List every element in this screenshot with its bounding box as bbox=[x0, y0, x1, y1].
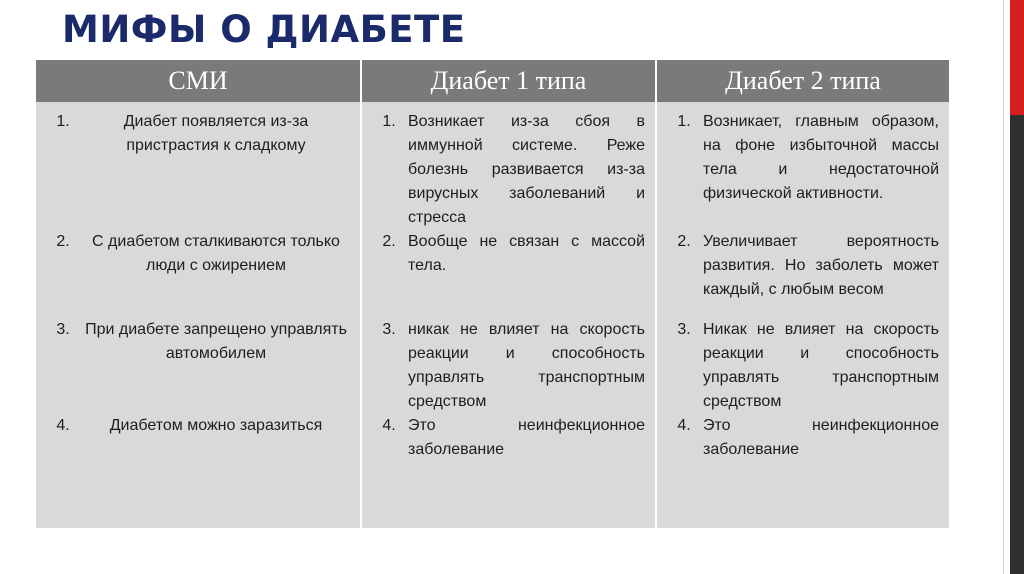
item-number: 1. bbox=[677, 113, 691, 130]
header-type1: Диабет 1 типа bbox=[361, 60, 656, 102]
header-type2: Диабет 2 типа bbox=[656, 60, 950, 102]
myths-table bbox=[34, 60, 951, 528]
item-text: Никак не влияет на скорость реакции и способность управлять транспортным средством bbox=[703, 321, 939, 410]
item-text: Диабетом можно заразиться bbox=[109, 417, 323, 434]
item-text: никак не влияет на скорость реакции и способность управлять транспортным средством bbox=[408, 321, 645, 410]
list-item bbox=[44, 318, 350, 414]
item-number: 4. bbox=[382, 417, 396, 434]
item-text: Диабет появляется из-за пристрастия к сладкому bbox=[123, 113, 309, 154]
decorative-red-bar bbox=[1010, 0, 1024, 115]
item-text: Это неинфекционное заболевание bbox=[703, 417, 939, 458]
list-item bbox=[44, 414, 350, 438]
list-item bbox=[370, 318, 645, 414]
decorative-line bbox=[1003, 0, 1004, 574]
header-smi: СМИ bbox=[35, 60, 361, 102]
item-number: 2. bbox=[382, 233, 396, 250]
item-text: Это неинфекционное заболевание bbox=[408, 417, 645, 458]
item-number: 1. bbox=[56, 113, 70, 130]
table-header-row bbox=[35, 60, 950, 102]
item-number: 3. bbox=[56, 321, 70, 338]
type2-facts-list bbox=[665, 110, 939, 462]
item-number: 3. bbox=[677, 321, 691, 338]
item-text: При диабете запрещено управлять автомобилем bbox=[85, 321, 347, 362]
decorative-dark-bar bbox=[1010, 115, 1024, 574]
list-item bbox=[44, 110, 350, 230]
list-item bbox=[665, 318, 939, 414]
item-text: С диабетом сталкиваются только люди с ожирением bbox=[92, 233, 340, 274]
list-item bbox=[370, 110, 645, 230]
column-smi bbox=[35, 102, 361, 528]
table-body-row bbox=[35, 102, 950, 528]
myths-list bbox=[44, 110, 350, 438]
list-item bbox=[370, 230, 645, 318]
item-number: 4. bbox=[56, 417, 70, 434]
item-text: Возникает из-за сбоя в иммунной системе. Реже болезнь развивается из-за вирусных заболеваний и стресса bbox=[408, 113, 645, 226]
item-number: 1. bbox=[382, 113, 396, 130]
item-text: Вообще не связан с массой тела. bbox=[408, 233, 645, 274]
item-text: Увеличивает вероятность развития. Но заболеть может каждый, с любым весом bbox=[703, 233, 939, 298]
type1-facts-list bbox=[370, 110, 645, 462]
column-type2 bbox=[656, 102, 950, 528]
item-number: 2. bbox=[677, 233, 691, 250]
list-item bbox=[370, 414, 645, 462]
list-item bbox=[665, 230, 939, 318]
list-item bbox=[665, 414, 939, 462]
item-number: 2. bbox=[56, 233, 70, 250]
column-type1 bbox=[361, 102, 656, 528]
item-text: Возникает, главным образом, на фоне избыточной массы тела и недостаточной физической активности. bbox=[703, 113, 939, 202]
list-item bbox=[665, 110, 939, 230]
list-item bbox=[44, 230, 350, 318]
item-number: 4. bbox=[677, 417, 691, 434]
slide-title: МИФЫ О ДИАБЕТЕ bbox=[62, 8, 466, 51]
item-number: 3. bbox=[382, 321, 396, 338]
